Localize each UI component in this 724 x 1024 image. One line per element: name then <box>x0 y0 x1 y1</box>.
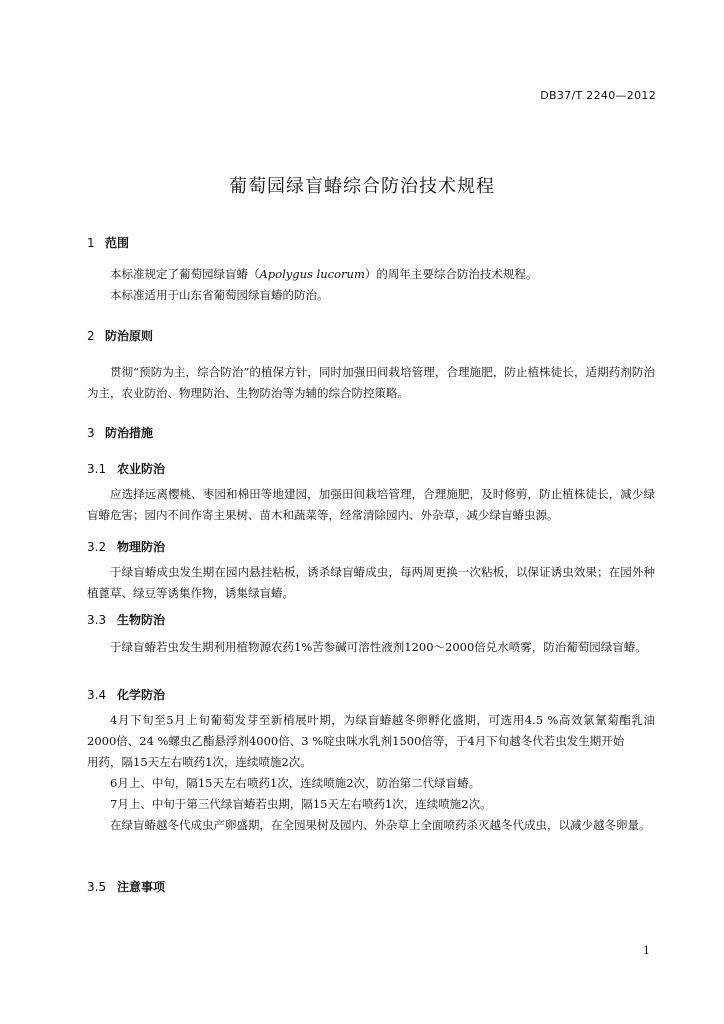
section-3-5-heading <box>87 878 165 895</box>
section-3-1-heading <box>87 460 165 477</box>
section-3-3-body <box>87 637 655 658</box>
section-3-2-heading <box>87 538 165 555</box>
section-number: 3 <box>87 426 95 440</box>
text-run: 本标准规定了葡萄园绿盲蝽（ <box>110 267 260 281</box>
section-number: 3.2 <box>87 540 107 554</box>
section-number: 3.5 <box>87 880 107 894</box>
section-1-body <box>87 264 655 306</box>
section-number: 2 <box>87 329 95 343</box>
paragraph: 应选择远离樱桃、枣园和棉田等地建园，加强田间栽培管理，合理施肥，及时修剪，防止植株徒长，减少绿盲蝽危害；园内不间作寄主果树、苗木和蔬菜等，经常清除园内、外杂草，减少绿盲蝽虫源。 <box>87 487 655 522</box>
section-3-2-body <box>87 562 655 604</box>
paragraph: 贯彻“预防为主，综合防治”的植保方针，同时加强田间栽培管理，合理施肥，防止植株徒长，适期药剂防治为主，农业防治、物理防治、生物防治等为辅的综合防控策略。 <box>87 365 655 400</box>
section-3-3-heading <box>87 611 165 628</box>
section-title: 防治措施 <box>105 426 154 440</box>
document-title: 葡萄园绿盲蝽综合防治技术规程 <box>229 176 495 197</box>
section-number: 3.4 <box>87 688 107 702</box>
paragraph: 7月上、中旬于第三代绿盲蝽若虫期，隔15天左右喷药1次，连续喷施2次。 <box>110 797 492 811</box>
paragraph: 用药，隔15天左右喷药1次，连续喷施2次。 <box>87 755 312 769</box>
section-title: 范围 <box>105 236 130 250</box>
section-title: 注意事项 <box>117 880 166 894</box>
text-run: ）的周年主要综合防治技术规程。 <box>364 267 538 281</box>
paragraph: 在绿盲蝽越冬代成虫产卵盛期，在全园果树及园内、外杂草上全面喷药杀灭越冬代成虫，以减少越冬卵量。 <box>110 818 651 832</box>
paragraph: 于绿盲蝽成虫发生期在园内悬挂粘板，诱杀绿盲蝽成虫，每两周更换一次粘板，以保证诱虫效果；在园外种植蓖草、绿豆等诱集作物，诱集绿盲蝽。 <box>87 565 655 600</box>
section-1-heading <box>87 234 129 251</box>
section-number: 3.1 <box>87 462 107 476</box>
latin-name: Apolygus lucorum <box>259 267 365 281</box>
section-3-4-body <box>87 710 655 836</box>
paragraph <box>87 264 655 285</box>
paragraph: 于绿盲蝽若虫发生期利用植物源农药1%苦参碱可溶性液剂1200～2000倍兑水喷雾，防治葡萄园绿盲蝽。 <box>110 640 647 654</box>
section-title: 化学防治 <box>117 688 166 702</box>
paragraph: 本标准适用于山东省葡萄园绿盲蝽的防治。 <box>110 288 329 302</box>
section-2-heading <box>87 327 153 344</box>
section-3-4-heading <box>87 686 165 703</box>
section-3-1-body <box>87 484 655 526</box>
section-number: 1 <box>87 236 95 250</box>
section-title: 生物防治 <box>117 613 166 627</box>
paragraph: 6月上、中旬，隔15天左右喷药1次，连续喷施2次，防治第二代绿盲蝽。 <box>110 776 481 790</box>
page-number: 1 <box>643 944 650 957</box>
section-number: 3.3 <box>87 613 107 627</box>
paragraph: 4月下旬至5月上旬葡萄发芽至新梢展叶期，为绿盲蝽越冬卵孵化盛期，可选用4.5 %高效氯氰菊酯乳油2000倍、24 %螺虫乙酯悬浮剂4000倍、3 %啶虫咪水乳剂1500倍等，于4月下旬越冬代若虫发生期开始 <box>87 713 655 748</box>
section-2-body <box>87 362 655 404</box>
section-title: 物理防治 <box>117 540 166 554</box>
section-3-heading <box>87 424 153 441</box>
standard-code: DB37/T 2240—2012 <box>540 89 656 102</box>
section-title: 农业防治 <box>117 462 166 476</box>
section-title: 防治原则 <box>105 329 154 343</box>
